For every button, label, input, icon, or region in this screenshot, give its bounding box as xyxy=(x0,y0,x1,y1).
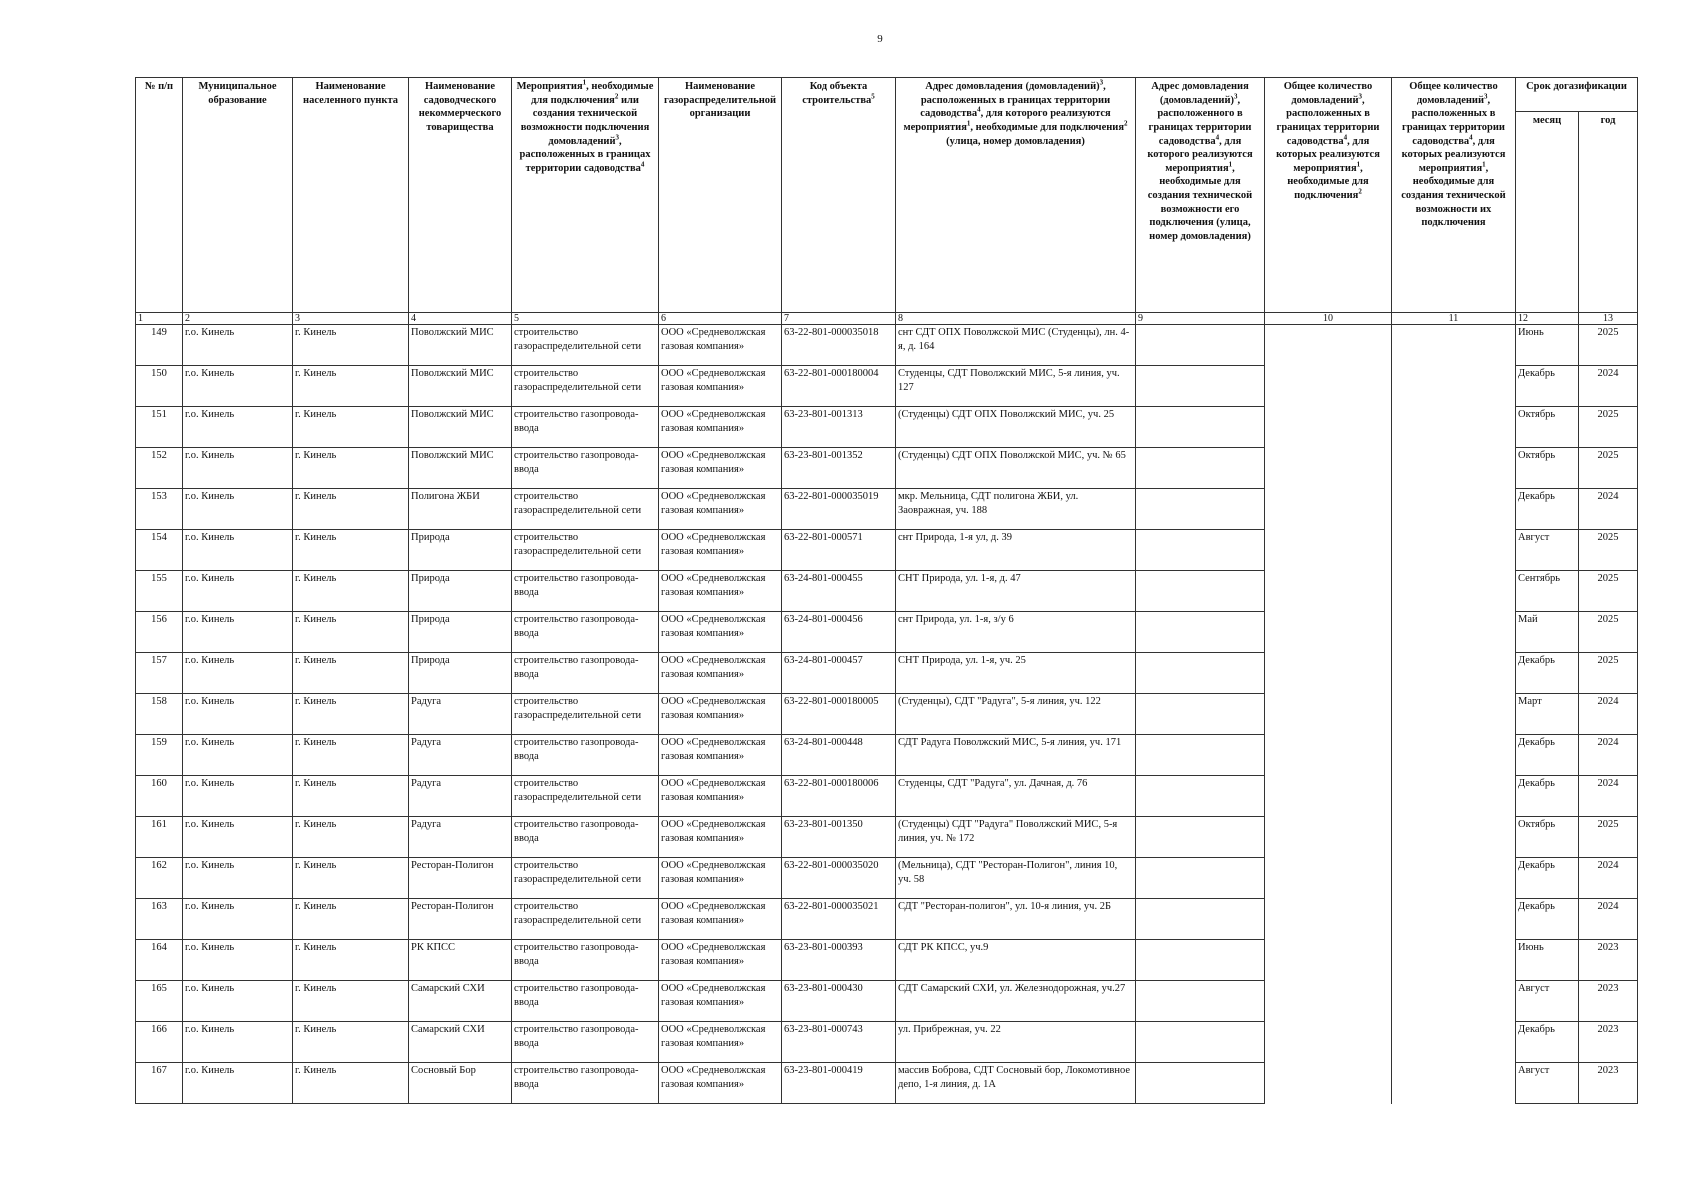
cell-address-technical xyxy=(1136,407,1265,448)
cell-number: 149 xyxy=(136,325,183,366)
cell-address-connection: (Студенцы) СДТ ОПХ Поволжский МИС, уч. 25 xyxy=(896,407,1136,448)
cell-total-technical xyxy=(1392,1063,1516,1104)
cell-address-connection: (Студенцы) СДТ "Радуга" Поволжский МИС, 5-я линия, уч. № 172 xyxy=(896,817,1136,858)
cell-total-technical xyxy=(1392,694,1516,735)
cell-month: Декабрь xyxy=(1516,653,1579,694)
cell-number: 151 xyxy=(136,407,183,448)
cell-address-connection: СНТ Природа, ул. 1-я, уч. 25 xyxy=(896,653,1136,694)
cell-number: 157 xyxy=(136,653,183,694)
cell-settlement: г. Кинель xyxy=(293,899,409,940)
cell-object-code: 63-23-801-000743 xyxy=(782,1022,896,1063)
column-number-row xyxy=(136,313,1638,325)
cell-year: 2025 xyxy=(1579,448,1638,489)
cell-address-technical xyxy=(1136,694,1265,735)
cell-total-connection xyxy=(1265,530,1392,571)
cell-total-connection xyxy=(1265,407,1392,448)
cell-measure: строительство газопровода-ввода xyxy=(512,735,659,776)
cell-measure: строительство газопровода-ввода xyxy=(512,1022,659,1063)
column-number: 7 xyxy=(782,313,896,325)
header-total-technical: Общее количество домовладений$^3$, расположенных в границах территории садоводства$^4$, для которых реализуются мероприятия$^1$, необходимые для создания технической возможности их подключения xyxy=(1392,78,1516,313)
cell-municipal: г.о. Кинель xyxy=(183,940,293,981)
table-row xyxy=(136,325,1638,366)
cell-measure: строительство газопровода-ввода xyxy=(512,407,659,448)
cell-municipal: г.о. Кинель xyxy=(183,858,293,899)
cell-address-technical xyxy=(1136,817,1265,858)
cell-partnership: Радуга xyxy=(409,817,512,858)
table-row xyxy=(136,735,1638,776)
cell-year: 2025 xyxy=(1579,530,1638,571)
cell-address-technical xyxy=(1136,940,1265,981)
cell-settlement: г. Кинель xyxy=(293,1063,409,1104)
cell-organization: ООО «Средневолжская газовая компания» xyxy=(659,448,782,489)
cell-address-connection: Студенцы, СДТ Поволжский МИС, 5-я линия, уч. 127 xyxy=(896,366,1136,407)
cell-number: 166 xyxy=(136,1022,183,1063)
cell-settlement: г. Кинель xyxy=(293,407,409,448)
cell-year: 2024 xyxy=(1579,489,1638,530)
cell-total-connection xyxy=(1265,940,1392,981)
cell-year: 2025 xyxy=(1579,817,1638,858)
cell-year: 2025 xyxy=(1579,325,1638,366)
cell-municipal: г.о. Кинель xyxy=(183,530,293,571)
cell-settlement: г. Кинель xyxy=(293,366,409,407)
cell-partnership: Радуга xyxy=(409,694,512,735)
cell-total-connection xyxy=(1265,899,1392,940)
cell-settlement: г. Кинель xyxy=(293,981,409,1022)
header-number: № п/п xyxy=(136,78,183,313)
cell-total-connection xyxy=(1265,571,1392,612)
header-measures: Мероприятия$^1$, необходимые для подключения$^2$ или создания технической возможности подключения домовладений$^3$, расположенных в границах территории садоводства$^4$ xyxy=(512,78,659,313)
cell-total-connection xyxy=(1265,489,1392,530)
cell-organization: ООО «Средневолжская газовая компания» xyxy=(659,776,782,817)
cell-object-code: 63-22-801-000180005 xyxy=(782,694,896,735)
cell-month: Декабрь xyxy=(1516,858,1579,899)
cell-number: 156 xyxy=(136,612,183,653)
cell-total-technical xyxy=(1392,817,1516,858)
cell-month: Декабрь xyxy=(1516,489,1579,530)
cell-partnership: Самарский СХИ xyxy=(409,1022,512,1063)
cell-total-connection xyxy=(1265,1022,1392,1063)
column-number: 8 xyxy=(896,313,1136,325)
cell-measure: строительство газопровода-ввода xyxy=(512,653,659,694)
cell-object-code: 63-22-801-000035019 xyxy=(782,489,896,530)
cell-measure: строительство газораспределительной сети xyxy=(512,366,659,407)
cell-partnership: Поволжский МИС xyxy=(409,448,512,489)
cell-total-connection xyxy=(1265,694,1392,735)
cell-total-technical xyxy=(1392,1022,1516,1063)
column-number: 5 xyxy=(512,313,659,325)
cell-total-connection xyxy=(1265,366,1392,407)
cell-number: 150 xyxy=(136,366,183,407)
cell-municipal: г.о. Кинель xyxy=(183,325,293,366)
cell-year: 2024 xyxy=(1579,735,1638,776)
cell-total-technical xyxy=(1392,612,1516,653)
table-row xyxy=(136,1063,1638,1104)
cell-organization: ООО «Средневолжская газовая компания» xyxy=(659,407,782,448)
cell-year: 2023 xyxy=(1579,940,1638,981)
cell-organization: ООО «Средневолжская газовая компания» xyxy=(659,817,782,858)
cell-total-technical xyxy=(1392,366,1516,407)
column-number: 2 xyxy=(183,313,293,325)
cell-month: Сентябрь xyxy=(1516,571,1579,612)
cell-address-connection: СНТ Природа, ул. 1-я, д. 47 xyxy=(896,571,1136,612)
column-number: 13 xyxy=(1579,313,1638,325)
cell-number: 154 xyxy=(136,530,183,571)
table-row xyxy=(136,776,1638,817)
cell-total-connection xyxy=(1265,653,1392,694)
cell-partnership: Природа xyxy=(409,612,512,653)
cell-organization: ООО «Средневолжская газовая компания» xyxy=(659,1022,782,1063)
cell-address-technical xyxy=(1136,1022,1265,1063)
cell-settlement: г. Кинель xyxy=(293,858,409,899)
cell-settlement: г. Кинель xyxy=(293,530,409,571)
cell-organization: ООО «Средневолжская газовая компания» xyxy=(659,981,782,1022)
cell-total-technical xyxy=(1392,981,1516,1022)
cell-address-technical xyxy=(1136,325,1265,366)
cell-partnership: Ресторан-Полигон xyxy=(409,899,512,940)
cell-organization: ООО «Средневолжская газовая компания» xyxy=(659,899,782,940)
cell-measure: строительство газораспределительной сети xyxy=(512,489,659,530)
cell-address-technical xyxy=(1136,366,1265,407)
cell-object-code: 63-23-801-001313 xyxy=(782,407,896,448)
cell-municipal: г.о. Кинель xyxy=(183,366,293,407)
cell-organization: ООО «Средневолжская газовая компания» xyxy=(659,612,782,653)
header-total-connection: Общее количество домовладений$^3$, расположенных в границах территории садоводства$^4$, для которых реализуются мероприятия$^1$, необходимые для подключения$^2$ xyxy=(1265,78,1392,313)
table-row xyxy=(136,694,1638,735)
cell-address-connection: СДТ "Ресторан-полигон", ул. 10-я линия, уч. 2Б xyxy=(896,899,1136,940)
cell-total-technical xyxy=(1392,407,1516,448)
table-body xyxy=(136,313,1638,1104)
cell-number: 159 xyxy=(136,735,183,776)
cell-address-connection: (Мельница), СДТ "Ресторан-Полигон", линия 10, уч. 58 xyxy=(896,858,1136,899)
cell-year: 2023 xyxy=(1579,1063,1638,1104)
cell-year: 2024 xyxy=(1579,776,1638,817)
cell-address-technical xyxy=(1136,735,1265,776)
table-row xyxy=(136,407,1638,448)
cell-partnership: Самарский СХИ xyxy=(409,981,512,1022)
cell-measure: строительство газопровода-ввода xyxy=(512,981,659,1022)
header-organization: Наименование газораспределительной организации xyxy=(659,78,782,313)
cell-measure: строительство газопровода-ввода xyxy=(512,817,659,858)
cell-address-connection: мкр. Мельница, СДТ полигона ЖБИ, ул. Заовражная, уч. 188 xyxy=(896,489,1136,530)
cell-organization: ООО «Средневолжская газовая компания» xyxy=(659,489,782,530)
cell-number: 158 xyxy=(136,694,183,735)
table-row xyxy=(136,571,1638,612)
cell-municipal: г.о. Кинель xyxy=(183,407,293,448)
cell-address-connection: снт Природа, ул. 1-я, з/у 6 xyxy=(896,612,1136,653)
cell-organization: ООО «Средневолжская газовая компания» xyxy=(659,858,782,899)
cell-address-technical xyxy=(1136,448,1265,489)
cell-address-technical xyxy=(1136,1063,1265,1104)
cell-measure: строительство газопровода-ввода xyxy=(512,448,659,489)
cell-organization: ООО «Средневолжская газовая компания» xyxy=(659,653,782,694)
cell-municipal: г.о. Кинель xyxy=(183,899,293,940)
cell-organization: ООО «Средневолжская газовая компания» xyxy=(659,940,782,981)
cell-measure: строительство газопровода-ввода xyxy=(512,571,659,612)
cell-organization: ООО «Средневолжская газовая компания» xyxy=(659,735,782,776)
cell-partnership: Поволжский МИС xyxy=(409,407,512,448)
cell-partnership: Радуга xyxy=(409,735,512,776)
cell-number: 153 xyxy=(136,489,183,530)
cell-settlement: г. Кинель xyxy=(293,612,409,653)
cell-month: Октябрь xyxy=(1516,407,1579,448)
cell-settlement: г. Кинель xyxy=(293,776,409,817)
cell-organization: ООО «Средневолжская газовая компания» xyxy=(659,325,782,366)
cell-measure: строительство газораспределительной сети xyxy=(512,776,659,817)
cell-object-code: 63-24-801-000457 xyxy=(782,653,896,694)
gasification-table xyxy=(135,77,1638,1104)
cell-address-connection: (Студенцы), СДТ "Радуга", 5-я линия, уч. 122 xyxy=(896,694,1136,735)
cell-year: 2023 xyxy=(1579,981,1638,1022)
cell-measure: строительство газопровода-ввода xyxy=(512,612,659,653)
cell-partnership: Радуга xyxy=(409,776,512,817)
cell-month: Декабрь xyxy=(1516,899,1579,940)
cell-object-code: 63-23-801-000419 xyxy=(782,1063,896,1104)
cell-object-code: 63-22-801-000571 xyxy=(782,530,896,571)
table-row xyxy=(136,817,1638,858)
cell-year: 2023 xyxy=(1579,1022,1638,1063)
cell-month: Октябрь xyxy=(1516,817,1579,858)
column-number: 9 xyxy=(1136,313,1265,325)
cell-number: 152 xyxy=(136,448,183,489)
cell-total-connection xyxy=(1265,612,1392,653)
cell-address-connection: ул. Прибрежная, уч. 22 xyxy=(896,1022,1136,1063)
cell-object-code: 63-22-801-000035018 xyxy=(782,325,896,366)
cell-total-technical xyxy=(1392,325,1516,366)
cell-address-technical xyxy=(1136,530,1265,571)
table-row xyxy=(136,653,1638,694)
cell-total-technical xyxy=(1392,735,1516,776)
column-number: 3 xyxy=(293,313,409,325)
column-number: 6 xyxy=(659,313,782,325)
cell-object-code: 63-22-801-000035021 xyxy=(782,899,896,940)
cell-number: 167 xyxy=(136,1063,183,1104)
cell-address-technical xyxy=(1136,776,1265,817)
cell-year: 2024 xyxy=(1579,694,1638,735)
header-partnership: Наименование садоводческого некоммерческого товарищества xyxy=(409,78,512,313)
column-number: 12 xyxy=(1516,313,1579,325)
page-number: 9 xyxy=(877,33,883,45)
cell-municipal: г.о. Кинель xyxy=(183,1063,293,1104)
cell-number: 160 xyxy=(136,776,183,817)
cell-total-connection xyxy=(1265,448,1392,489)
cell-address-connection: СДТ РК КПСС, уч.9 xyxy=(896,940,1136,981)
header-month: месяц xyxy=(1516,112,1579,313)
cell-address-technical xyxy=(1136,899,1265,940)
cell-measure: строительство газораспределительной сети xyxy=(512,899,659,940)
cell-partnership: РК КПСС xyxy=(409,940,512,981)
cell-month: Август xyxy=(1516,1063,1579,1104)
table-row xyxy=(136,1022,1638,1063)
cell-organization: ООО «Средневолжская газовая компания» xyxy=(659,694,782,735)
cell-month: Август xyxy=(1516,981,1579,1022)
cell-measure: строительство газораспределительной сети xyxy=(512,530,659,571)
cell-address-connection: (Студенцы) СДТ ОПХ Поволжской МИС, уч. № 65 xyxy=(896,448,1136,489)
cell-month: Декабрь xyxy=(1516,776,1579,817)
header-deadline: Срок догазификации xyxy=(1516,78,1638,112)
cell-total-technical xyxy=(1392,776,1516,817)
cell-total-technical xyxy=(1392,571,1516,612)
cell-municipal: г.о. Кинель xyxy=(183,694,293,735)
cell-total-technical xyxy=(1392,858,1516,899)
cell-partnership: Природа xyxy=(409,571,512,612)
cell-address-technical xyxy=(1136,653,1265,694)
cell-organization: ООО «Средневолжская газовая компания» xyxy=(659,366,782,407)
header-settlement: Наименование населенного пункта xyxy=(293,78,409,313)
cell-year: 2024 xyxy=(1579,366,1638,407)
cell-partnership: Сосновый Бор xyxy=(409,1063,512,1104)
header-year: год xyxy=(1579,112,1638,313)
header-object-code: Код объекта строительства$^5$ xyxy=(782,78,896,313)
cell-total-connection xyxy=(1265,858,1392,899)
cell-partnership: Ресторан-Полигон xyxy=(409,858,512,899)
cell-object-code: 63-22-801-000180006 xyxy=(782,776,896,817)
cell-address-technical xyxy=(1136,571,1265,612)
cell-month: Июнь xyxy=(1516,325,1579,366)
cell-year: 2025 xyxy=(1579,407,1638,448)
cell-address-connection: Студенцы, СДТ "Радуга", ул. Дачная, д. 76 xyxy=(896,776,1136,817)
cell-settlement: г. Кинель xyxy=(293,653,409,694)
cell-year: 2025 xyxy=(1579,571,1638,612)
cell-number: 165 xyxy=(136,981,183,1022)
cell-address-technical xyxy=(1136,858,1265,899)
table-row xyxy=(136,366,1638,407)
cell-partnership: Поволжский МИС xyxy=(409,366,512,407)
cell-month: Декабрь xyxy=(1516,1022,1579,1063)
cell-municipal: г.о. Кинель xyxy=(183,612,293,653)
cell-object-code: 63-24-801-000456 xyxy=(782,612,896,653)
cell-municipal: г.о. Кинель xyxy=(183,735,293,776)
header-address-technical: Адрес домовладения (домовладений)$^3$, расположенного в границах территории садоводства$^4$, для которого реализуются мероприятия$^1$, необходимые для создания технической возможности его подключения (улица, номер домовладения) xyxy=(1136,78,1265,313)
table-row xyxy=(136,981,1638,1022)
cell-total-connection xyxy=(1265,817,1392,858)
cell-total-technical xyxy=(1392,489,1516,530)
cell-month: Декабрь xyxy=(1516,735,1579,776)
cell-object-code: 63-24-801-000448 xyxy=(782,735,896,776)
cell-partnership: Природа xyxy=(409,530,512,571)
cell-address-connection: СДТ Самарский СХИ, ул. Железнодорожная, уч.27 xyxy=(896,981,1136,1022)
cell-settlement: г. Кинель xyxy=(293,448,409,489)
cell-address-connection: СДТ Радуга Поволжский МИС, 5-я линия, уч. 171 xyxy=(896,735,1136,776)
cell-object-code: 63-23-801-001350 xyxy=(782,817,896,858)
column-number: 11 xyxy=(1392,313,1516,325)
cell-address-connection: снт Природа, 1-я ул, д. 39 xyxy=(896,530,1136,571)
cell-total-technical xyxy=(1392,899,1516,940)
table-row xyxy=(136,530,1638,571)
cell-year: 2025 xyxy=(1579,612,1638,653)
cell-number: 163 xyxy=(136,899,183,940)
cell-settlement: г. Кинель xyxy=(293,571,409,612)
cell-object-code: 63-24-801-000455 xyxy=(782,571,896,612)
cell-total-connection xyxy=(1265,735,1392,776)
cell-total-technical xyxy=(1392,940,1516,981)
cell-municipal: г.о. Кинель xyxy=(183,653,293,694)
cell-settlement: г. Кинель xyxy=(293,1022,409,1063)
cell-month: Август xyxy=(1516,530,1579,571)
cell-address-connection: массив Боброва, СДТ Сосновый бор, Локомотивное депо, 1-я линия, д. 1А xyxy=(896,1063,1136,1104)
column-number: 10 xyxy=(1265,313,1392,325)
cell-address-technical xyxy=(1136,489,1265,530)
table-row xyxy=(136,489,1638,530)
table-row xyxy=(136,448,1638,489)
cell-address-technical xyxy=(1136,981,1265,1022)
cell-measure: строительство газопровода-ввода xyxy=(512,940,659,981)
cell-total-connection xyxy=(1265,325,1392,366)
cell-number: 161 xyxy=(136,817,183,858)
cell-total-connection xyxy=(1265,776,1392,817)
cell-object-code: 63-23-801-000430 xyxy=(782,981,896,1022)
cell-settlement: г. Кинель xyxy=(293,735,409,776)
cell-organization: ООО «Средневолжская газовая компания» xyxy=(659,530,782,571)
cell-total-connection xyxy=(1265,1063,1392,1104)
cell-municipal: г.о. Кинель xyxy=(183,571,293,612)
cell-settlement: г. Кинель xyxy=(293,694,409,735)
cell-object-code: 63-22-801-000180004 xyxy=(782,366,896,407)
cell-total-technical xyxy=(1392,530,1516,571)
table-row xyxy=(136,612,1638,653)
cell-month: Октябрь xyxy=(1516,448,1579,489)
column-number: 4 xyxy=(409,313,512,325)
cell-address-connection: снт СДТ ОПХ Поволжской МИС (Студенцы), лн. 4-я, д. 164 xyxy=(896,325,1136,366)
cell-object-code: 63-23-801-001352 xyxy=(782,448,896,489)
header-municipal: Муниципальное образование xyxy=(183,78,293,313)
cell-municipal: г.о. Кинель xyxy=(183,981,293,1022)
cell-month: Март xyxy=(1516,694,1579,735)
cell-partnership: Природа xyxy=(409,653,512,694)
cell-municipal: г.о. Кинель xyxy=(183,1022,293,1063)
cell-organization: ООО «Средневолжская газовая компания» xyxy=(659,1063,782,1104)
cell-settlement: г. Кинель xyxy=(293,940,409,981)
cell-total-technical xyxy=(1392,653,1516,694)
cell-partnership: Поволжский МИС xyxy=(409,325,512,366)
cell-total-technical xyxy=(1392,448,1516,489)
cell-municipal: г.о. Кинель xyxy=(183,817,293,858)
cell-year: 2024 xyxy=(1579,858,1638,899)
cell-total-connection xyxy=(1265,981,1392,1022)
cell-month: Декабрь xyxy=(1516,366,1579,407)
table-row xyxy=(136,940,1638,981)
cell-measure: строительство газораспределительной сети xyxy=(512,325,659,366)
cell-object-code: 63-23-801-000393 xyxy=(782,940,896,981)
cell-municipal: г.о. Кинель xyxy=(183,776,293,817)
cell-settlement: г. Кинель xyxy=(293,489,409,530)
cell-partnership: Полигона ЖБИ xyxy=(409,489,512,530)
cell-number: 155 xyxy=(136,571,183,612)
cell-number: 164 xyxy=(136,940,183,981)
cell-measure: строительство газораспределительной сети xyxy=(512,858,659,899)
cell-year: 2024 xyxy=(1579,899,1638,940)
column-number: 1 xyxy=(136,313,183,325)
table-row xyxy=(136,858,1638,899)
cell-organization: ООО «Средневолжская газовая компания» xyxy=(659,571,782,612)
cell-month: Май xyxy=(1516,612,1579,653)
table-row xyxy=(136,899,1638,940)
cell-month: Июнь xyxy=(1516,940,1579,981)
cell-municipal: г.о. Кинель xyxy=(183,448,293,489)
table-header xyxy=(136,78,1638,313)
cell-measure: строительство газораспределительной сети xyxy=(512,694,659,735)
cell-address-technical xyxy=(1136,612,1265,653)
cell-settlement: г. Кинель xyxy=(293,817,409,858)
cell-municipal: г.о. Кинель xyxy=(183,489,293,530)
cell-number: 162 xyxy=(136,858,183,899)
header-address-connection: Адрес домовладения (домовладений)$^3$, расположенных в границах территории садоводства$^4$, для которого реализуются мероприятия$^1$, необходимые для подключения$^2$ (улица, номер домовладения) xyxy=(896,78,1136,313)
cell-object-code: 63-22-801-000035020 xyxy=(782,858,896,899)
cell-year: 2025 xyxy=(1579,653,1638,694)
cell-settlement: г. Кинель xyxy=(293,325,409,366)
cell-measure: строительство газопровода-ввода xyxy=(512,1063,659,1104)
